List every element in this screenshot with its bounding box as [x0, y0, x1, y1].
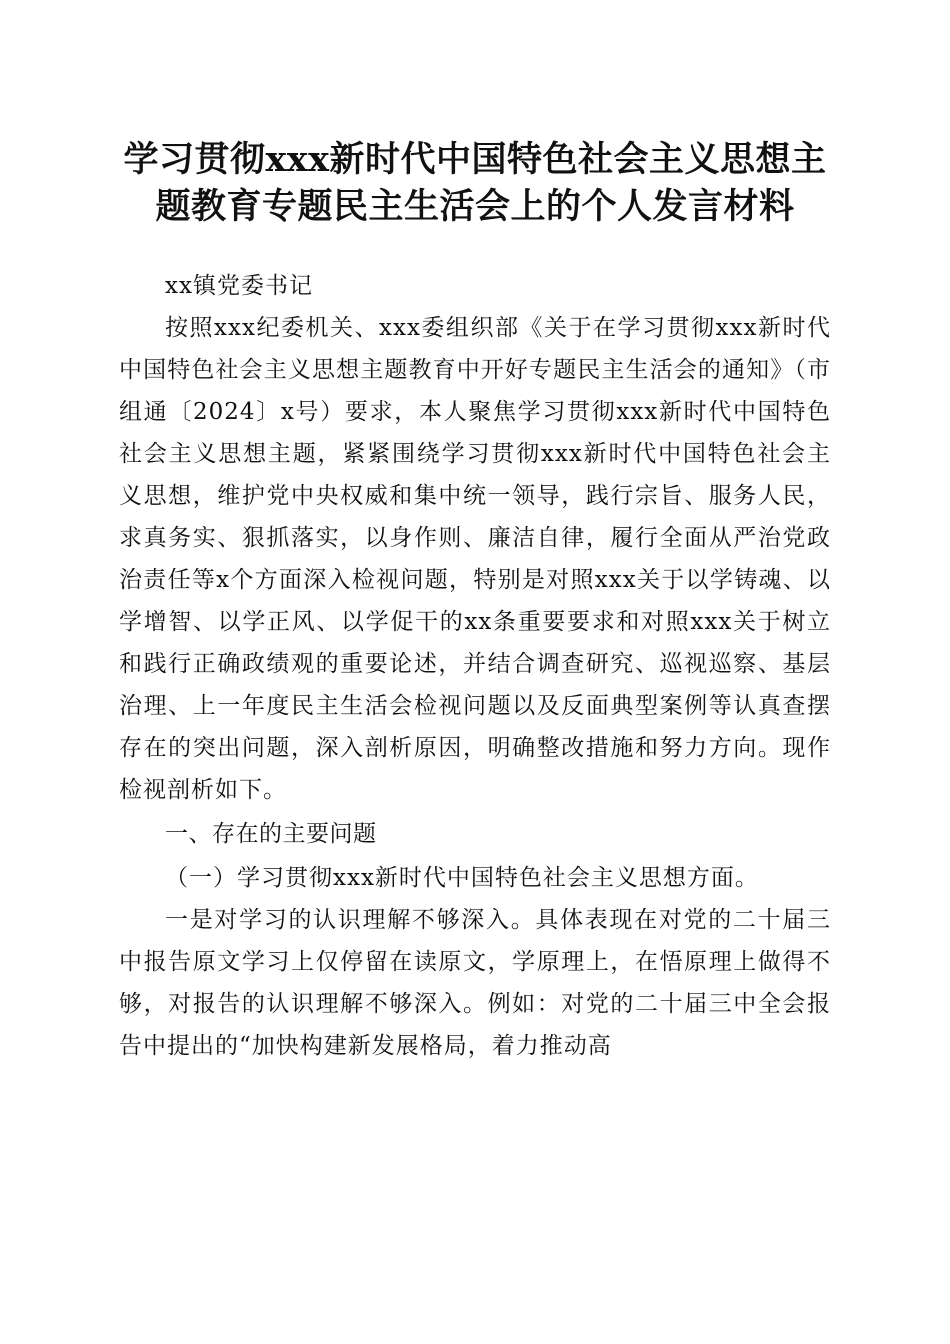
title-line-2: 题教育专题民主生活会上的个人发言材料 — [155, 186, 795, 227]
title-line-1: 学习贯彻xxx新时代中国特色社会主义思想主 — [123, 139, 827, 180]
subsection-heading: （一）学习贯彻xxx新时代中国特色社会主义思想方面。 — [165, 865, 759, 891]
document-body — [119, 265, 831, 1067]
point-paragraph: 一是对学习的认识理解不够深入。具体表现在对党的二十届三中报告原文学习上仅停留在读原文，学原理上，在悟原理上做得不够，对报告的认识理解不够深入。例如：对党的二十届三中全会报告中提出的“加快构建新发展格局，着力推动高 — [119, 907, 831, 1059]
document-title — [110, 136, 840, 230]
intro-paragraph: 按照xxx纪委机关、xxx委组织部《关于在学习贯彻xxx新时代中国特色社会主义思想主题教育中开好专题民主生活会的通知》（市组通〔2024〕x号）要求，本人聚焦学习贯彻xxx新时代中国特色社会主义思想主题，紧紧围绕学习贯彻xxx新时代中国特色社会主义思想，维护党中央权威和集中统一领导，践行宗旨、服务人民，求真务实、狠抓落实，以身作则、廉洁自律，履行全面从严治党政治责任等x个方面深入检视问题，特别是对照xxx关于以学铸魂、以学增智、以学正风、以学促干的xx条重要要求和对照xxx关于树立和践行正确政绩观的重要论述，并结合调查研究、巡视巡察、基层治理、上一年度民主生活会检视问题以及反面典型案例等认真查摆存在的突出问题，深入剖析原因，明确整改措施和努力方向。现作检视剖析如下。 — [119, 315, 831, 803]
author-line: xx镇党委书记 — [165, 273, 313, 299]
section-heading: 一、存在的主要问题 — [165, 821, 377, 847]
